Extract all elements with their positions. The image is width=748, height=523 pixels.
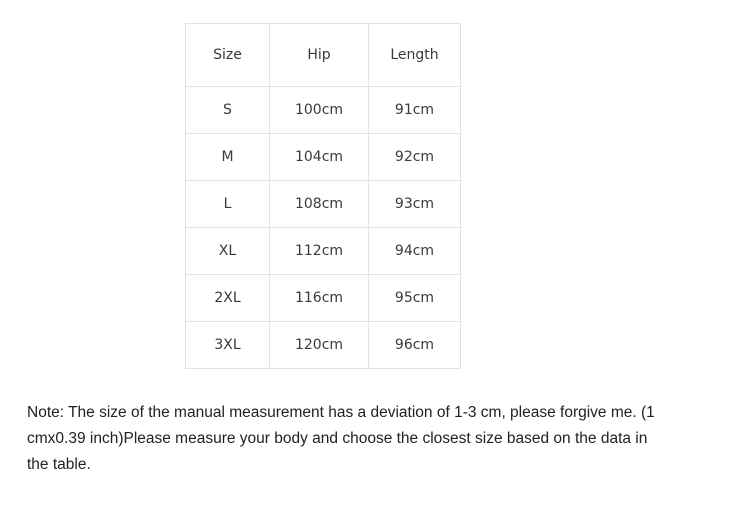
table-row (186, 181, 461, 228)
cell-hip: 100cm (270, 87, 369, 134)
cell-length: 93cm (369, 181, 461, 228)
cell-hip: 116cm (270, 275, 369, 322)
cell-length: 96cm (369, 322, 461, 369)
cell-size: XL (186, 228, 270, 275)
cell-hip: 120cm (270, 322, 369, 369)
header-size: Size (186, 24, 270, 87)
cell-length: 91cm (369, 87, 461, 134)
cell-length: 92cm (369, 134, 461, 181)
measurement-note: Note: The size of the manual measurement has a deviation of 1-3 cm, please forgive me. (1 cmx0.39 inch)Please measure your body and choose the closest size based on the data in the table. (27, 404, 655, 473)
header-length: Length (369, 24, 461, 87)
cell-hip: 108cm (270, 181, 369, 228)
table-row (186, 87, 461, 134)
cell-size: M (186, 134, 270, 181)
cell-length: 95cm (369, 275, 461, 322)
size-chart-table (185, 23, 461, 369)
table-row (186, 322, 461, 369)
cell-size: 2XL (186, 275, 270, 322)
cell-hip: 104cm (270, 134, 369, 181)
cell-hip: 112cm (270, 228, 369, 275)
table-header-row (186, 24, 461, 87)
cell-size: S (186, 87, 270, 134)
table-row (186, 134, 461, 181)
table-row (186, 228, 461, 275)
header-hip: Hip (270, 24, 369, 87)
table-row (186, 275, 461, 322)
cell-size: 3XL (186, 322, 270, 369)
cell-size: L (186, 181, 270, 228)
cell-length: 94cm (369, 228, 461, 275)
